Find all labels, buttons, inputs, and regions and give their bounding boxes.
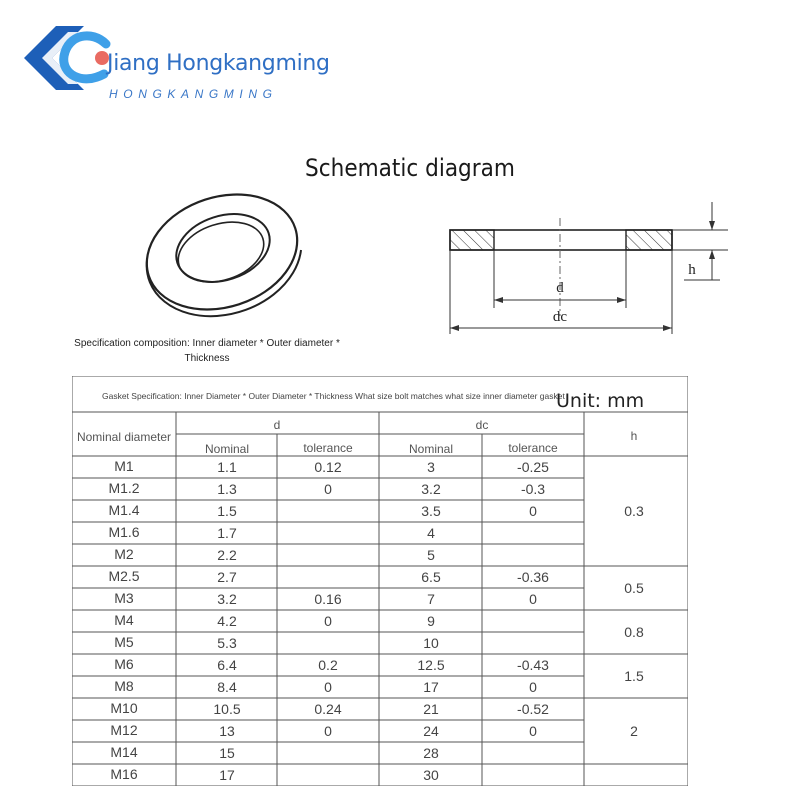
cell-size: M1 <box>114 458 134 474</box>
cell-d-nominal: 6.4 <box>217 657 237 673</box>
table-caption: Gasket Specification: Inner Diameter * Outer Diameter * Thickness What size bolt matches what size inner diameter gasket <box>102 391 565 401</box>
cell-d-tolerance: 0.16 <box>314 591 342 607</box>
cell-dc-nominal: 21 <box>423 701 439 717</box>
cell-d-tolerance: 0 <box>324 481 332 497</box>
cell-dc-tolerance: -0.36 <box>517 569 549 585</box>
cell-d-nominal: 13 <box>219 723 235 739</box>
washer-3d-drawing <box>135 190 310 320</box>
cell-dc-nominal: 17 <box>423 679 439 695</box>
cell-size: M4 <box>114 612 134 628</box>
cell-size: M2 <box>114 546 134 562</box>
cell-dc-nominal: 3.2 <box>421 481 441 497</box>
header-dc-tolerance: tolerance <box>508 441 558 455</box>
header-nominal-diameter: Nominal diameter <box>76 430 172 444</box>
page-title: Schematic diagram <box>305 154 515 182</box>
cell-d-nominal: 1.7 <box>217 525 237 541</box>
specification-note: Specification composition: Inner diameter * Outer diameter * Thickness <box>74 338 340 364</box>
cell-dc-nominal: 10 <box>423 635 439 651</box>
table-body <box>108 458 644 783</box>
cell-h: 1.5 <box>624 668 644 684</box>
cell-dc-nominal: 6.5 <box>421 569 441 585</box>
cell-dc-nominal: 7 <box>427 591 435 607</box>
cell-d-nominal: 10.5 <box>213 701 241 717</box>
cell-d-tolerance: 0 <box>324 723 332 739</box>
cell-dc-nominal: 12.5 <box>417 657 445 673</box>
cell-size: M10 <box>110 700 138 716</box>
cell-dc-tolerance: -0.25 <box>517 459 549 475</box>
cell-dc-nominal: 24 <box>423 723 439 739</box>
header-d-tolerance: tolerance <box>303 441 353 455</box>
washer-section-drawing <box>440 196 730 340</box>
cell-size: M1.2 <box>108 480 140 496</box>
brand-subtitle: HONGKANGMING <box>109 87 278 101</box>
cell-d-nominal: 17 <box>219 767 235 783</box>
cell-dc-nominal: 9 <box>427 613 435 629</box>
cell-dc-tolerance: -0.52 <box>517 701 549 717</box>
brand-logo-icon <box>20 22 116 92</box>
cell-dc-nominal: 3.5 <box>421 503 441 519</box>
cell-d-nominal: 15 <box>219 745 235 761</box>
cell-dc-tolerance: -0.43 <box>517 657 549 673</box>
cell-d-nominal: 4.2 <box>217 613 237 629</box>
header-h: h <box>630 429 638 443</box>
cell-dc-nominal: 3 <box>427 459 435 475</box>
cell-d-nominal: 8.4 <box>217 679 237 695</box>
header-d: d <box>273 418 281 432</box>
cell-size: M2.5 <box>108 568 140 584</box>
cell-d-tolerance: 0.2 <box>318 657 338 673</box>
cell-size: M12 <box>110 722 138 738</box>
cell-dc-tolerance: -0.3 <box>520 481 546 497</box>
cell-d-tolerance: 0 <box>324 679 332 695</box>
cell-size: M6 <box>114 656 134 672</box>
cell-size: M1.4 <box>108 502 140 518</box>
label-h: h <box>688 262 696 278</box>
cell-d-tolerance: 0 <box>324 613 332 629</box>
header-d-nominal: Nominal <box>204 442 250 456</box>
cell-d-nominal: 2.7 <box>217 569 237 585</box>
cell-h: 2 <box>630 723 638 739</box>
cell-dc-tolerance: 0 <box>529 723 537 739</box>
cell-d-nominal: 1.5 <box>217 503 237 519</box>
cell-d-nominal: 1.3 <box>217 481 237 497</box>
cell-h: 0.3 <box>624 503 644 519</box>
unit-label: Unit: mm <box>556 390 645 412</box>
cell-size: M5 <box>114 634 134 650</box>
cell-size: M1.6 <box>108 524 140 540</box>
header-dc-nominal: Nominal <box>408 442 454 456</box>
cell-dc-tolerance: 0 <box>529 591 537 607</box>
cell-d-nominal: 5.3 <box>217 635 237 651</box>
cell-size: M16 <box>110 766 138 782</box>
cell-d-tolerance: 0.24 <box>314 701 342 717</box>
cell-dc-tolerance: 0 <box>529 503 537 519</box>
brand-name: Jiang Hongkangming <box>107 51 330 76</box>
cell-dc-nominal: 4 <box>427 525 435 541</box>
cell-dc-tolerance: 0 <box>529 679 537 695</box>
cell-h: 0.8 <box>624 624 644 640</box>
cell-d-nominal: 3.2 <box>217 591 237 607</box>
cell-d-nominal: 1.1 <box>217 459 237 475</box>
cell-d-tolerance: 0.12 <box>314 459 342 475</box>
cell-dc-nominal: 30 <box>423 767 439 783</box>
gasket-spec-table <box>72 376 688 786</box>
cell-h: 0.5 <box>624 580 644 596</box>
cell-dc-nominal: 5 <box>427 547 435 563</box>
cell-d-nominal: 2.2 <box>217 547 237 563</box>
label-d: d <box>556 280 564 296</box>
label-dc: dc <box>552 309 568 325</box>
cell-size: M14 <box>110 744 138 760</box>
cell-size: M3 <box>114 590 134 606</box>
cell-size: M8 <box>114 678 134 694</box>
cell-dc-nominal: 28 <box>423 745 439 761</box>
header-dc: dc <box>475 418 489 432</box>
